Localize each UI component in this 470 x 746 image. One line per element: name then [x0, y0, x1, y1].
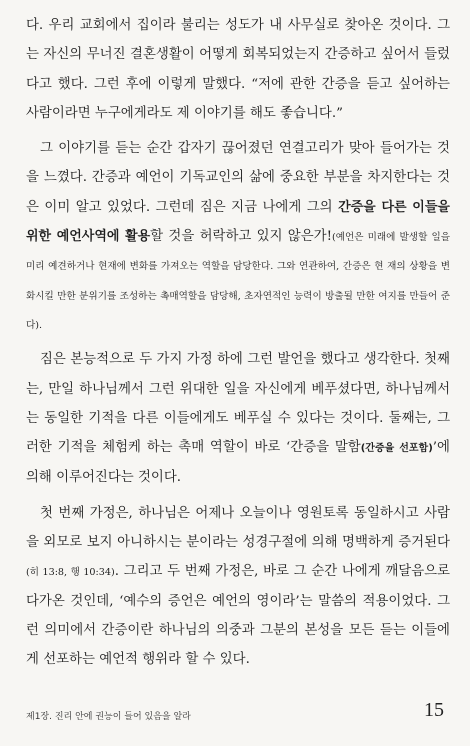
text-run: ’에 의해 이루어진다는 것이다.	[26, 440, 450, 486]
running-footer-title: 제1장. 진리 안에 권능이 들어 있음을 알라	[26, 712, 191, 722]
paragraph	[26, 345, 450, 492]
text-run: 짐은 본능적으로 두 가지 가정 하에 그런 발언을 했다고 생각한다. 첫째는, 만일 하나님께서 그런 위대한 일을 자신에게 베푸셨다면, 하나님께서는 동일한 기적을 다른 이들에게도 베푸실 수 있다는 것이다. 둘째는, 그러한 기적을 체험케 하는 촉매 역할이 바로 ‘간증을 말함	[26, 352, 450, 456]
paragraph	[26, 11, 450, 128]
text-run: 할 것을 허락하고 있지 않은가!	[150, 229, 332, 245]
parenthetical-note: (예언은 미래에 발생할 일을 미리 예견하거나 현재에 변화를 가져오는 역할을 담당한다. 그와 연관하여, 간증은 현 재의 상황을 변화시킬 만한 분위기를 조성하는 촉매역할을 담당해, 초자연적인 능력이 방출될 만한 여지를 만들어 준다).	[26, 232, 450, 331]
text-run: 첫 번째 가정은, 하나님은 어제나 오늘이나 영원토록 동일하시고 사람을 외모로 보지 아니하시는 분이라는 성경구절에 의해 명백하게 증거된다	[26, 505, 450, 551]
parenthetical-note: (히 13:8, 행 10:34)	[26, 567, 115, 579]
text-run: . 그리고 두 번째 가정은, 바로 그 순간 나에게 깨달음으로 다가온 것인데, ‘예수의 증언은 예언의 영이라’는 말씀의 적용이었다. 그런 의미에서 간증이란 하나님의 의중과 그분의 본성을 모든 듣는 이들에게 선포하는 예언적 행위라 할 수 있다.	[26, 564, 450, 668]
emphasis-text: 간증을 다른 이들을 위한 예언사역에 활용	[26, 199, 450, 245]
paragraph	[26, 134, 450, 339]
page-number: 15	[424, 699, 444, 721]
parenthetical-note: (간증을 선포함)	[360, 443, 433, 455]
paragraph	[26, 499, 450, 675]
text-run: 다. 우리 교회에서 집이라 불리는 성도가 내 사무실로 찾아온 것이다. 그는 자신의 무너진 결혼생활이 어떻게 회복되었는지 간증하고 싶어서 들렀다고 했다. 그런 후에 이렇게 말했다. “저에 관한 간증을 듣고 싶어하는 사람이라면 누구에게라도 제 이야기를 해도 좋습니다.”	[26, 18, 450, 121]
body-text	[26, 11, 450, 675]
text-run: 그 이야기를 듣는 순간 갑자기 끊어졌던 연결고리가 맞아 들어가는 것을 느꼈다. 간증과 예언이 기독교인의 삶에 중요한 부분을 차지한다는 것은 이미 알고 있었다. 그런데 짐은 지금 나에게 그의	[26, 141, 450, 215]
